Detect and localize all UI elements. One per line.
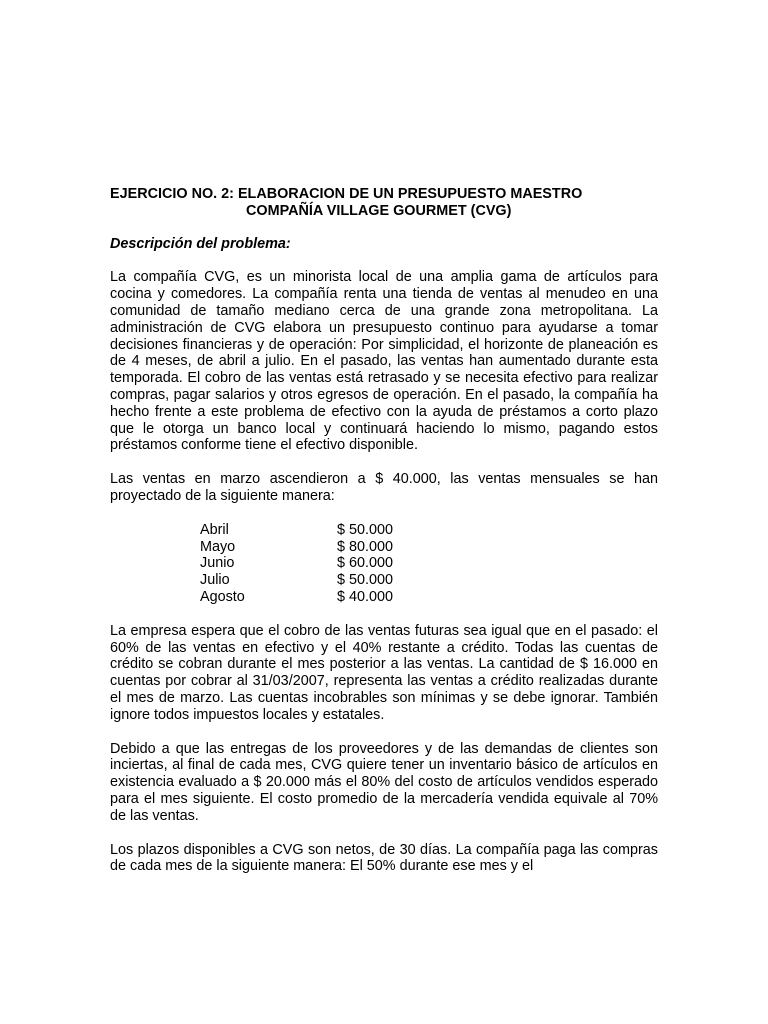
month-cell: Agosto (200, 588, 245, 605)
amount-cell: $ 60.000 (337, 555, 394, 572)
paragraph-intro: La compañía CVG, es un minorista local de una amplia gama de artículos para cocina y comedores. La compañía renta una tienda de ventas al menudeo en una comunidad de tamaño mediano cerca de una grande zona metropolitana. La administración de CVG elabora un presupuesto continuo para ayudarse a tomar decisiones financieras y de operación: Por simplicidad, el horizonte de planeación es de 4 meses, de abril a julio. En el pasado, las ventas han aumentado durante esta temporada. El cobro de las ventas está retrasado y se necesita efectivo para realizar compras, pagar salarios y otros egresos de operación. En el pasado, la compañía ha hecho frente a este problema de efectivo con la ayuda de préstamos a corto plazo que le otorga un banco local y continuará haciendo lo mismo, pagando estos préstamos conforme tiene el efectivo disponible. (110, 269, 658, 454)
table-row (200, 572, 393, 589)
month-cell: Julio (200, 572, 230, 589)
section-heading: Descripción del problema: (110, 235, 291, 252)
document-page (110, 186, 658, 875)
month-cell: Abril (200, 521, 229, 538)
title-line-2: COMPAÑÍA VILLAGE GOURMET (CVG) (246, 202, 512, 219)
month-cell: Junio (200, 555, 235, 572)
table-row (200, 555, 393, 572)
paragraph-payments: Los plazos disponibles a CVG son netos, de 30 días. La compañía paga las compras de cada mes de la siguiente manera: El 50% durante ese mes y el (110, 841, 658, 875)
table-row (200, 589, 393, 606)
amount-cell: $ 40.000 (337, 588, 394, 605)
title-line-1: EJERCICIO NO. 2: ELABORACION DE UN PRESUPUESTO MAESTRO (110, 186, 583, 202)
paragraph-sales: Las ventas en marzo ascendieron a $ 40.000, las ventas mensuales se han proyectado de la siguiente manera: (110, 471, 658, 504)
sales-projection-table (200, 522, 393, 606)
paragraph-inventory: Debido a que las entregas de los proveedores y de las demandas de clientes son inciertas, al final de cada mes, CVG quiere tener un inventario básico de artículos en existencia evaluado a $ 20.000 más el 80% del costo de artículos vendidos esperado para el mes siguiente. El costo promedio de la mercadería vendida equivale al 70% de las ventas. (110, 740, 658, 824)
document-title (110, 186, 658, 220)
month-cell: Mayo (200, 538, 236, 555)
amount-cell: $ 80.000 (337, 538, 394, 555)
amount-cell: $ 50.000 (337, 521, 394, 538)
paragraph-collections: La empresa espera que el cobro de las ventas futuras sea igual que en el pasado: el 60% de las ventas en efectivo y el 40% restante a crédito. Todas las cuentas de crédito se cobran durante el mes posterior a las ventas. La cantidad de $ 16.000 en cuentas por cobrar al 31/03/2007, representa las ventas a crédito realizadas durante el mes de marzo. Las cuentas incobrables son mínimas y se debe ignorar. También ignore todos impuestos locales y estatales. (110, 622, 658, 723)
amount-cell: $ 50.000 (337, 572, 394, 589)
table-row (200, 522, 393, 539)
table-row (200, 539, 393, 556)
